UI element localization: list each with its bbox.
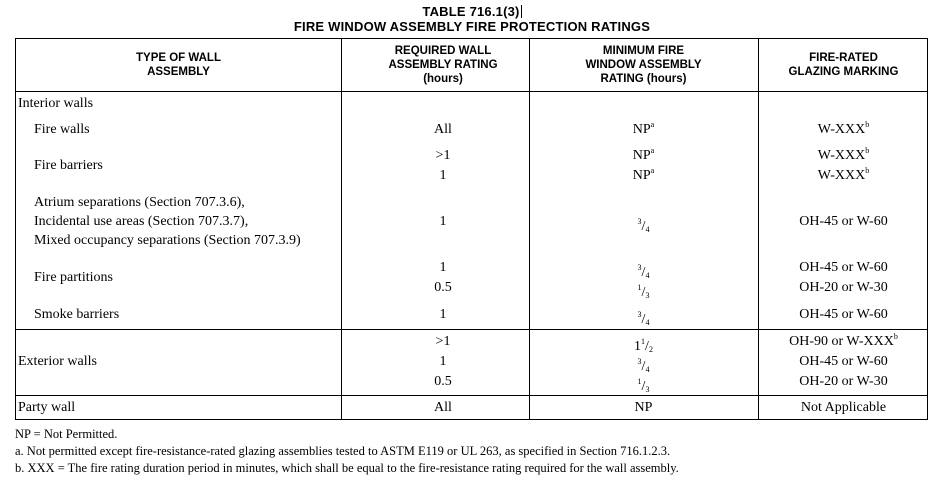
min-rating-value: $NP^a$ [632, 146, 655, 163]
row-label-atrium-separations: Atrium separations (Section 707.3.6), [34, 195, 245, 210]
rating-value: 1 [439, 354, 447, 369]
rating-value: 1 [439, 214, 447, 229]
rating-value: 1 [439, 260, 447, 275]
row-label-smoke-barriers: Smoke barriers [34, 307, 120, 322]
marking-value: W-XXX$^b$ [817, 120, 870, 137]
row-label-fire-walls: Fire walls [34, 122, 90, 137]
marking-value: OH-45 or W-60 [799, 354, 888, 369]
min-rating-fraction: $^1$/3 [637, 283, 650, 300]
min-rating-value: $NP^a$ [632, 166, 655, 183]
table-title: FIRE WINDOW ASSEMBLY FIRE PROTECTION RATINGS [293, 19, 651, 34]
row-divider [16, 395, 927, 396]
footnote-a: a. Not permitted except fire-resistance-rated glazing assemblies tested to ASTM E119 or UL 263, as specified in Section 716.1.2.3. [15, 444, 671, 458]
rating-value: 0.5 [434, 374, 452, 389]
min-rating-value: NP [634, 400, 653, 415]
fire-window-table [15, 38, 928, 420]
marking-value: OH-20 or W-30 [799, 280, 888, 295]
marking-value: OH-20 or W-30 [799, 374, 888, 389]
row-divider [16, 329, 927, 330]
min-rating-value: $NP^a$ [632, 120, 655, 137]
row-label-party-wall: Party wall [18, 400, 76, 415]
row-label-fire-partitions: Fire partitions [34, 270, 113, 285]
rating-value: >1 [435, 334, 451, 349]
min-rating-fraction: $^3$/4 [637, 357, 650, 374]
header-glazing-marking: FIRE-RATED GLAZING MARKING [788, 52, 899, 78]
rating-value: 1 [439, 307, 447, 322]
rating-value: All [434, 122, 452, 137]
footnote-b: b. XXX = The fire rating duration period in minutes, which shall be equal to the fire-resistance rating required for the wall assembly. [15, 461, 679, 475]
marking-value: Not Applicable [800, 400, 887, 415]
row-label-fire-barriers: Fire barriers [34, 158, 103, 173]
min-rating-fraction: $^1$/3 [637, 377, 650, 394]
min-rating-fraction: $^3$/4 [637, 310, 650, 327]
header-required-rating: REQUIRED WALL ASSEMBLY RATING (hours) [388, 45, 498, 85]
min-rating-fraction: $^3$/4 [637, 217, 650, 234]
rating-value: All [434, 400, 452, 415]
header-divider [16, 91, 927, 92]
group-interior-walls: Interior walls [18, 96, 94, 111]
row-label-mixed-occupancy: Mixed occupancy separations (Section 707.3.9) [34, 233, 301, 248]
text-cursor [521, 5, 522, 18]
header-type-of-wall: TYPE OF WALL ASSEMBLY [136, 52, 221, 78]
rating-value: >1 [435, 148, 451, 163]
column-divider [341, 39, 342, 419]
marking-value: OH-45 or W-60 [799, 214, 888, 229]
marking-value: OH-45 or W-60 [799, 307, 888, 322]
table-number: TABLE 716.1(3) [422, 4, 520, 19]
marking-value: W-XXX$^b$ [817, 166, 870, 183]
header-min-window-rating: MINIMUM FIRE WINDOW ASSEMBLY RATING (hours) [585, 45, 702, 85]
rating-value: 0.5 [434, 280, 452, 295]
rating-value: 1 [439, 168, 447, 183]
row-label-incidental-use: Incidental use areas (Section 707.3.7), [34, 214, 249, 229]
marking-value: OH-45 or W-60 [799, 260, 888, 275]
marking-value: OH-90 or W-XXX$^b$ [789, 332, 898, 349]
table-notes [15, 426, 679, 477]
marking-value: W-XXX$^b$ [817, 146, 870, 163]
min-rating-fraction: $^3$/4 [637, 263, 650, 280]
row-label-exterior-walls: Exterior walls [18, 354, 97, 369]
min-rating-fraction: $1^1/2$ [634, 337, 653, 354]
note-np: NP = Not Permitted. [15, 427, 118, 441]
